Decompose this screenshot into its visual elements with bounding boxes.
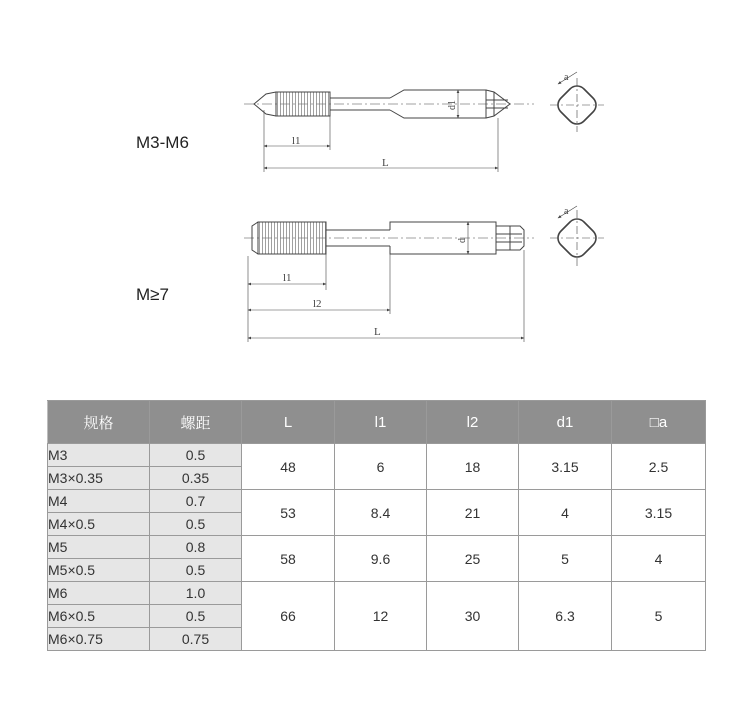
spec-cell: M6	[48, 582, 150, 605]
dim-a-label-1: a	[564, 72, 569, 83]
spec-table	[47, 400, 706, 651]
a-cell: 4	[612, 536, 706, 582]
L-cell: 53	[242, 490, 335, 536]
dim-d1-label: d1	[447, 100, 458, 110]
l1-cell: 12	[335, 582, 427, 651]
table-row	[48, 490, 706, 513]
l1-cell: 9.6	[335, 536, 427, 582]
L-cell: 58	[242, 536, 335, 582]
pitch-cell: 0.5	[150, 605, 242, 628]
dim-l2-label: l2	[313, 298, 322, 310]
L-cell: 48	[242, 444, 335, 490]
pitch-cell: 0.75	[150, 628, 242, 651]
d1-cell: 6.3	[519, 582, 612, 651]
l2-cell: 25	[427, 536, 519, 582]
header-l1: l1	[335, 401, 427, 444]
pitch-cell: 0.5	[150, 513, 242, 536]
tap-type-label-m3-m6: M3-M6	[136, 133, 189, 152]
l1-cell: 6	[335, 444, 427, 490]
dim-l1-label-2: l1	[283, 272, 292, 284]
header-spec: 规格	[48, 401, 150, 444]
table-row	[48, 444, 706, 467]
l2-cell: 21	[427, 490, 519, 536]
end-view-square-2	[550, 206, 604, 266]
table-row	[48, 582, 706, 605]
a-cell: 2.5	[612, 444, 706, 490]
spec-cell: M5×0.5	[48, 559, 150, 582]
d1-cell: 3.15	[519, 444, 612, 490]
dim-L-label-2: L	[374, 326, 381, 338]
pitch-cell: 0.7	[150, 490, 242, 513]
tap-m3-m6-drawing	[244, 90, 534, 172]
l2-cell: 30	[427, 582, 519, 651]
pitch-cell: 0.5	[150, 559, 242, 582]
table-row	[48, 536, 706, 559]
tap-type-label-m7: M≥7	[136, 285, 169, 304]
spec-cell: M4	[48, 490, 150, 513]
spec-cell: M6×0.5	[48, 605, 150, 628]
a-cell: 5	[612, 582, 706, 651]
spec-cell: M3×0.35	[48, 467, 150, 490]
pitch-cell: 1.0	[150, 582, 242, 605]
spec-cell: M5	[48, 536, 150, 559]
header-l2: l2	[427, 401, 519, 444]
dim-a-label-2: a	[564, 206, 569, 217]
end-view-square-1	[550, 72, 604, 132]
pitch-cell: 0.35	[150, 467, 242, 490]
d1-cell: 5	[519, 536, 612, 582]
dim-l1-label-1: l1	[292, 135, 301, 147]
d1-cell: 4	[519, 490, 612, 536]
a-cell: 3.15	[612, 490, 706, 536]
L-cell: 66	[242, 582, 335, 651]
header-L: L	[242, 401, 335, 444]
table-header-row	[48, 401, 706, 444]
spec-cell: M6×0.75	[48, 628, 150, 651]
spec-cell: M3	[48, 444, 150, 467]
pitch-cell: 0.8	[150, 536, 242, 559]
header-d1: d1	[519, 401, 612, 444]
l2-cell: 18	[427, 444, 519, 490]
dim-d-label: d	[457, 238, 468, 243]
spec-cell: M4×0.5	[48, 513, 150, 536]
l1-cell: 8.4	[335, 490, 427, 536]
dim-L-label-1: L	[382, 157, 389, 169]
header-a: □a	[612, 401, 706, 444]
pitch-cell: 0.5	[150, 444, 242, 467]
header-pitch: 螺距	[150, 401, 242, 444]
